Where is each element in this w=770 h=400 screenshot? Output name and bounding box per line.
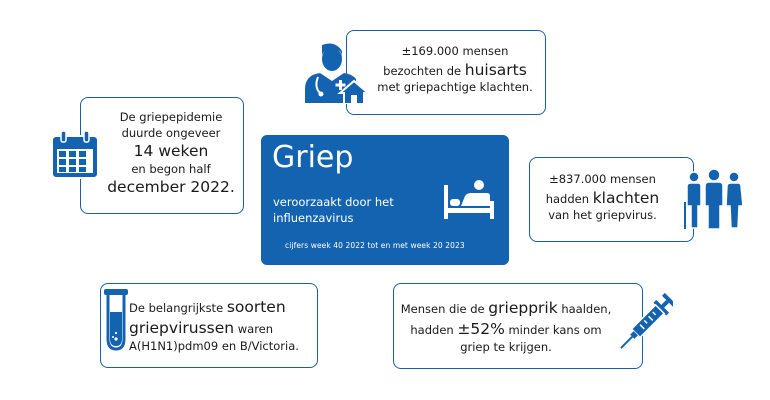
main-period-note: cijfers week 40 2022 tot en met week 20 2023 xyxy=(285,241,465,250)
klachten-line3: van het griepvirus. xyxy=(548,208,657,223)
huisarts-count: ±169.000 xyxy=(401,44,459,58)
main-subtitle: veroorzaakt door het influenzavirus xyxy=(273,195,394,225)
huisarts-card xyxy=(346,30,546,115)
test-tube-icon xyxy=(103,288,129,352)
griepprik-line3: griep te krijgen. xyxy=(460,339,552,354)
griepprik-line1-rest: haalden, xyxy=(561,302,612,316)
main-griep-panel xyxy=(261,135,509,265)
griepprik-card xyxy=(393,283,643,369)
huisarts-line1-rest: mensen xyxy=(462,44,509,58)
soorten-line1: De belangrijkste xyxy=(129,301,224,315)
syringe-icon xyxy=(617,292,673,356)
hospital-bed-icon xyxy=(441,179,497,221)
epidemie-line4: en begon half xyxy=(131,161,211,176)
huisarts-line2: bezochten de xyxy=(383,63,462,78)
epidemie-duration: 14 weken xyxy=(133,142,209,161)
epidemie-line1: De griepepidemie xyxy=(119,110,223,124)
group-of-people-icon xyxy=(683,166,745,230)
main-title: Griep xyxy=(272,140,354,175)
griepprik-highlight: griepprik xyxy=(488,299,558,317)
huisarts-highlight: huisarts xyxy=(464,60,527,79)
klachten-line1-rest: mensen xyxy=(609,172,656,186)
klachten-line2: hadden xyxy=(545,191,590,206)
epidemie-card xyxy=(80,97,244,214)
epidemie-start: december 2022. xyxy=(107,178,235,197)
griepprik-percent: ±52% xyxy=(457,319,505,338)
soorten-card xyxy=(100,283,318,368)
klachten-highlight: klachten xyxy=(592,188,660,207)
calendar-icon xyxy=(50,130,100,180)
soorten-line3: A(H1N1)pdm09 en B/Victoria. xyxy=(129,338,299,353)
doctor-house-icon xyxy=(302,41,372,104)
griepprik-line2-rest: minder kans om xyxy=(508,322,602,337)
soorten-highlight2: griepvirussen xyxy=(129,318,235,337)
soorten-line2-rest: waren xyxy=(237,321,274,336)
klachten-count: ±837.000 xyxy=(549,172,607,186)
griepprik-line2: hadden xyxy=(410,322,454,337)
klachten-card xyxy=(529,157,694,242)
epidemie-line2: duurde ongeveer xyxy=(121,125,221,140)
soorten-highlight1: soorten xyxy=(226,298,286,316)
griepprik-line1: Mensen die de xyxy=(400,302,485,316)
huisarts-line3: met griepachtige klachten. xyxy=(377,80,533,95)
